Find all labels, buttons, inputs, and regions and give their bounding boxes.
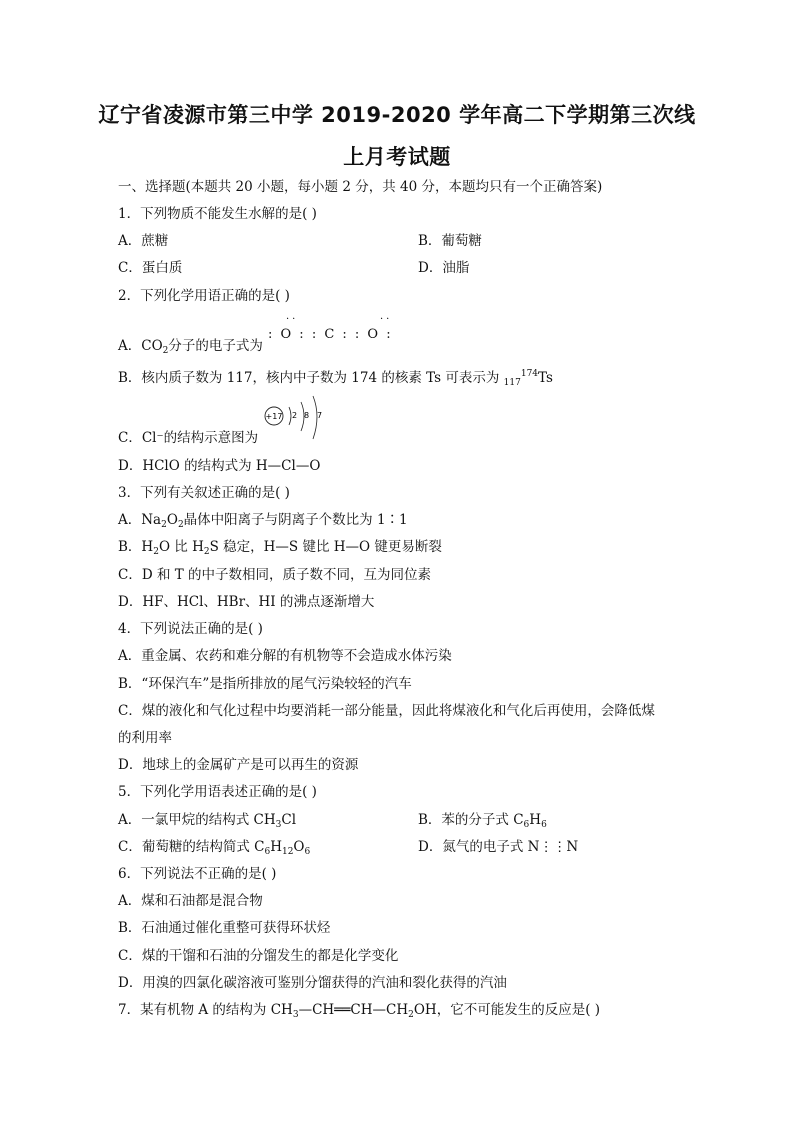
section-heading: 一、选择题(本题共 20 小题，每小题 2 分，共 40 分，本题均只有一个正确答案) [118, 179, 603, 195]
question-3-option-a [118, 511, 408, 534]
chloride-ion-structure-diagram [262, 395, 332, 447]
question-1-stem: 1．下列物质不能发生水解的是( ) [118, 206, 317, 222]
question-1-option-b: B．葡萄糖 [418, 233, 482, 249]
question-6-option-b: B．石油通过催化重整可获得环状烃 [118, 920, 331, 936]
subscript: 6 [264, 847, 271, 857]
subscript: 12 [281, 847, 294, 857]
question-4-option-c: C．煤的液化和气化过程中均要消耗一部分能量，因此将煤液化和气化后再使用，会降低煤 [118, 703, 655, 719]
text: A．Na [118, 512, 162, 528]
question-6-option-a: A．煤和石油都是混合物 [118, 893, 263, 909]
exam-title-line1: 辽宁省凌源市第三中学 2019-2020 学年高二下学期第三次线 [98, 103, 696, 127]
option-a-text: A．CO [118, 338, 163, 354]
question-2-option-a [118, 337, 263, 360]
text: B．苯的分子式 C [418, 812, 524, 828]
question-3-option-d: D．HF、HCl、HBr、HI 的沸点逐渐增大 [118, 594, 375, 610]
text: Cl [281, 812, 297, 828]
question-5-option-b [418, 811, 547, 834]
atomic-number: 117 [503, 378, 521, 388]
shell-electrons-2: 8 [304, 411, 310, 420]
question-4-stem: 4．下列说法正确的是( ) [118, 621, 263, 637]
question-6-stem: 6．下列说法不正确的是( ) [118, 866, 277, 882]
question-5-option-d: D．氮气的电子式 N⋮⋮N [418, 839, 579, 855]
option-a-suffix: 分子的电子式为 [168, 338, 263, 354]
text: B．H [118, 539, 154, 555]
question-4-option-d: D．地球上的金属矿产是可以再生的资源 [118, 757, 359, 773]
question-4-option-b: B．“环保汽车”是指所排放的尾气污染较轻的汽车 [118, 676, 412, 692]
subscript: 2 [408, 1010, 414, 1020]
question-6-option-d: D．用溴的四氯化碳溶液可鉴别分馏获得的汽油和裂化获得的汽油 [118, 975, 507, 991]
subscript: 6 [523, 820, 530, 830]
text: C．葡萄糖的结构简式 C [118, 839, 265, 855]
text: —CH══CH—CH [298, 1002, 409, 1018]
subscript: 2 [203, 547, 210, 557]
option-b-text: B．核内质子数为 117，核内中子数为 174 的核素 Ts 可表示为 [118, 370, 504, 386]
text: 晶体中阳离子与阴离子个数比为 1∶1 [183, 512, 408, 528]
question-1-option-d: D．油脂 [418, 260, 470, 276]
mass-number: 174 [520, 369, 539, 379]
question-2-option-c: C．Cl⁻的结构示意图为 [118, 430, 259, 446]
text: O 比 H [158, 539, 204, 555]
text: O [293, 839, 305, 855]
question-3-stem: 3．下列有关叙述正确的是( ) [118, 485, 290, 501]
question-3-option-b [118, 538, 442, 561]
subscript: 6 [541, 820, 547, 830]
question-5-stem: 5．下列化学用语表述正确的是( ) [118, 784, 317, 800]
question-7-stem [118, 1001, 600, 1024]
question-4-option-c-cont: 的利用率 [118, 730, 172, 746]
subscript: 2 [161, 520, 167, 530]
subscript: 2 [153, 547, 159, 557]
shell-electrons-3: 7 [317, 411, 323, 420]
question-1-option-a: A．蔗糖 [118, 233, 169, 249]
subscript: 6 [304, 847, 311, 857]
subscript: 3 [275, 820, 282, 830]
text: S 稳定，H—S 键比 H—O 键更易断裂 [209, 539, 442, 555]
question-6-option-c: C．煤的干馏和石油的分馏发生的都是化学变化 [118, 948, 399, 964]
subscript: 3 [292, 1010, 299, 1020]
lone-pair-dots-left: ·· [286, 314, 299, 325]
question-5-option-c [118, 838, 310, 861]
question-1-option-c: C．蛋白质 [118, 260, 183, 276]
question-4-option-a: A．重金属、农药和难分解的有机物等不会造成水体污染 [118, 648, 452, 664]
subscript: 2 [177, 520, 184, 530]
element-symbol: Ts [538, 370, 553, 386]
subscript: 2 [162, 346, 169, 356]
shell-arc-1 [289, 407, 291, 425]
text: H [270, 839, 282, 855]
co2-electron-formula: : O : : C : : O : [268, 327, 393, 342]
question-2-option-d: D．HClO 的结构式为 H—Cl—O [118, 458, 321, 474]
question-5-option-a [118, 811, 296, 834]
text: H [529, 812, 542, 828]
shell-electrons-1: 2 [292, 411, 298, 420]
question-2-option-b [118, 365, 553, 392]
text: OH，它不可能发生的反应是( ) [413, 1002, 601, 1018]
text: O [166, 512, 178, 528]
question-2-stem: 2．下列化学用语正确的是( ) [118, 288, 290, 304]
question-3-option-c: C．D 和 T 的中子数相同，质子数不同，互为同位素 [118, 567, 432, 583]
text: A．一氯甲烷的结构式 CH [118, 812, 276, 828]
lone-pair-dots-right: ·· [380, 314, 393, 325]
nucleus-charge: +17 [265, 412, 283, 421]
text: 7．某有机物 A 的结构为 CH [118, 1002, 293, 1018]
exam-title-line2: 上月考试题 [343, 145, 451, 169]
